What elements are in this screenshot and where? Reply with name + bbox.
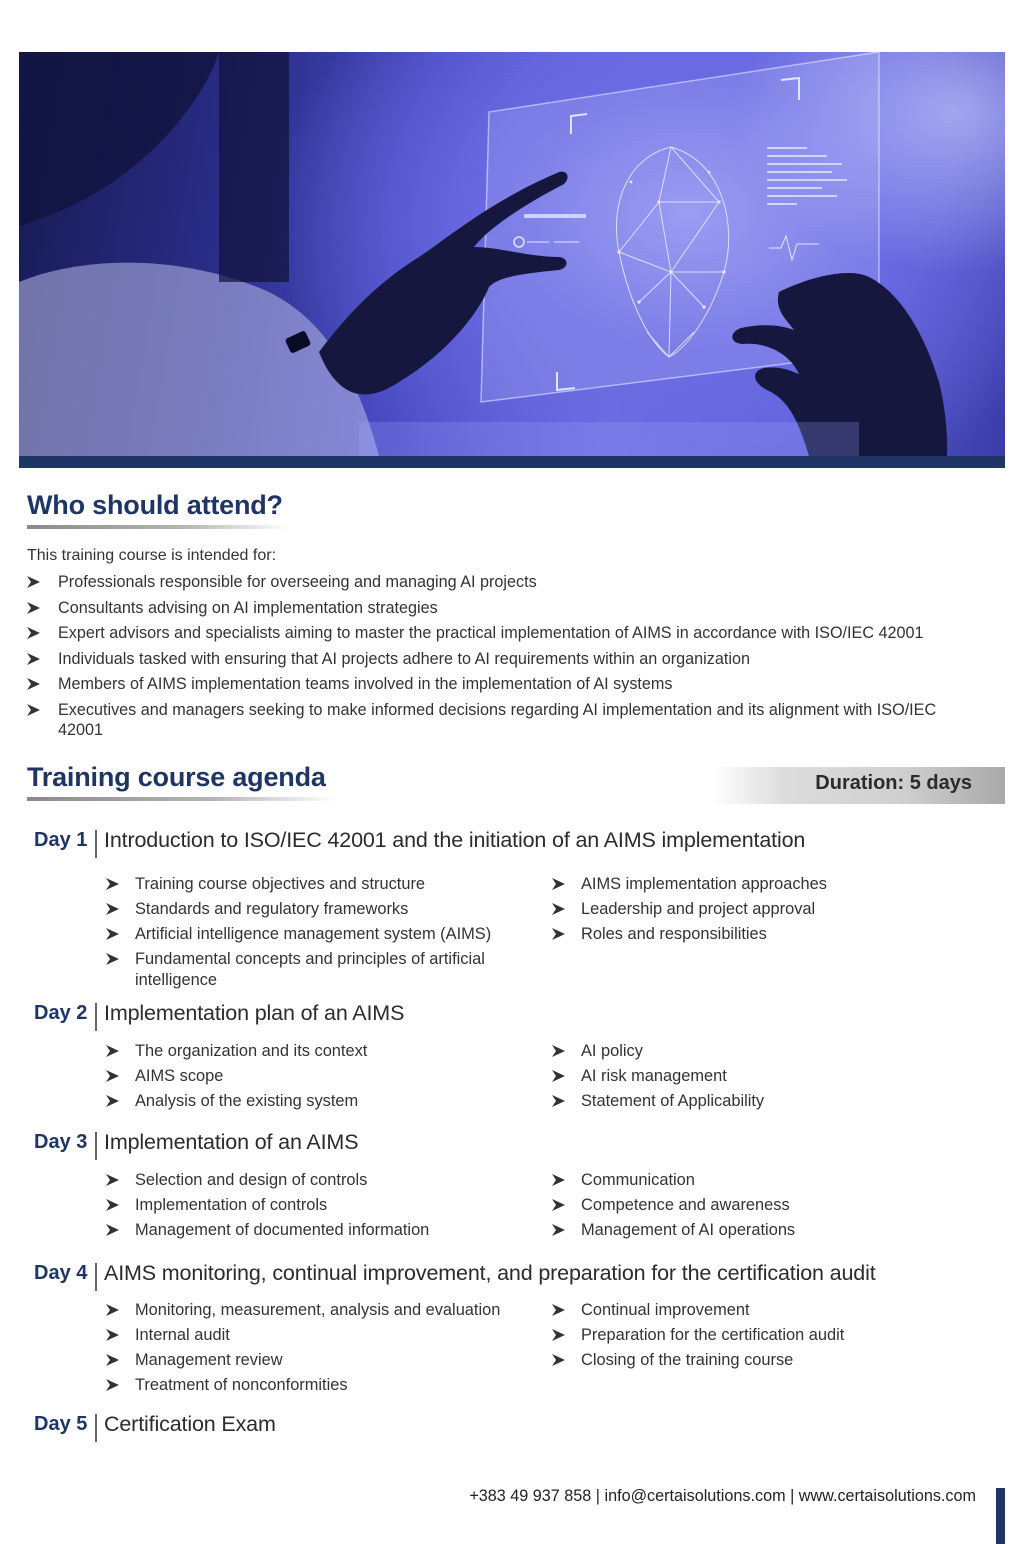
arrowhead-bullet-icon: [27, 627, 40, 639]
list-item: Management of documented information: [106, 1220, 526, 1241]
list-item: Management review: [106, 1350, 536, 1371]
list-item: Monitoring, measurement, analysis and evaluation: [106, 1300, 536, 1321]
list-item: Continual improvement: [552, 1300, 992, 1321]
day-title: AIMS monitoring, continual improvement, and preparation for the certification audit: [104, 1261, 876, 1285]
day-2-topics-left: [106, 1041, 526, 1116]
day-1-topics-left: [106, 874, 526, 995]
arrowhead-bullet-icon: [552, 928, 565, 940]
list-item: Statement of Applicability: [552, 1091, 992, 1112]
list-item: AIMS scope: [106, 1066, 526, 1087]
list-item: Training course objectives and structure: [106, 874, 526, 895]
day-3-topics-left: [106, 1170, 526, 1245]
list-item: Members of AIMS implementation teams involved in the implementation of AI systems: [27, 674, 1007, 694]
arrowhead-bullet-icon: [552, 1095, 565, 1107]
arrowhead-bullet-icon: [106, 1070, 119, 1082]
day-label: Day 3: [34, 1131, 88, 1153]
attend-intro-text: This training course is intended for:: [27, 547, 277, 564]
day-divider: [95, 1263, 97, 1291]
arrowhead-bullet-icon: [106, 1224, 119, 1236]
day-title: Implementation of an AIMS: [104, 1130, 359, 1154]
list-item: Executives and managers seeking to make informed decisions regarding AI implementation and its alignment with ISO/IEC 42001: [27, 700, 1007, 740]
arrowhead-bullet-icon: [552, 1224, 565, 1236]
list-item: Standards and regulatory frameworks: [106, 899, 526, 920]
day-title: Certification Exam: [104, 1412, 276, 1436]
attendee-list: [27, 572, 1007, 745]
duration-text: Duration: 5 days: [815, 772, 972, 794]
arrowhead-bullet-icon: [106, 1095, 119, 1107]
list-item: Competence and awareness: [552, 1195, 992, 1216]
arrowhead-bullet-icon: [106, 1329, 119, 1341]
arrowhead-bullet-icon: [552, 903, 565, 915]
arrowhead-bullet-icon: [106, 953, 119, 965]
arrowhead-bullet-icon: [106, 903, 119, 915]
day-label: Day 5: [34, 1413, 88, 1435]
arrowhead-bullet-icon: [27, 576, 40, 588]
arrowhead-bullet-icon: [552, 1354, 565, 1366]
arrowhead-bullet-icon: [552, 1045, 565, 1057]
arrowhead-bullet-icon: [552, 1304, 565, 1316]
list-item: Artificial intelligence management system (AIMS): [106, 924, 526, 945]
day-title: Introduction to ISO/IEC 42001 and the initiation of an AIMS implementation: [104, 828, 806, 852]
hero-image: [19, 52, 1005, 456]
heading-underline: [27, 797, 337, 801]
arrowhead-bullet-icon: [106, 1354, 119, 1366]
list-item: AI policy: [552, 1041, 992, 1062]
list-item: Implementation of controls: [106, 1195, 526, 1216]
list-item: Preparation for the certification audit: [552, 1325, 992, 1346]
arrowhead-bullet-icon: [106, 878, 119, 890]
arrowhead-bullet-icon: [27, 602, 40, 614]
list-item: Management of AI operations: [552, 1220, 992, 1241]
day-divider: [95, 1132, 97, 1160]
day-divider: [95, 1414, 97, 1442]
arrowhead-bullet-icon: [106, 1045, 119, 1057]
list-item: Analysis of the existing system: [106, 1091, 526, 1112]
list-item: Selection and design of controls: [106, 1170, 526, 1191]
list-item: Leadership and project approval: [552, 899, 992, 920]
footer-contact: +383 49 937 858 | info@certaisolutions.com | www.certaisolutions.com: [469, 1487, 976, 1505]
list-item: Professionals responsible for overseeing and managing AI projects: [27, 572, 1007, 592]
duration-bar: [712, 767, 1005, 804]
list-item: Internal audit: [106, 1325, 536, 1346]
arrowhead-bullet-icon: [27, 704, 40, 716]
arrowhead-bullet-icon: [552, 1329, 565, 1341]
arrowhead-bullet-icon: [552, 878, 565, 890]
list-item: Treatment of nonconformities: [106, 1375, 536, 1396]
day-divider: [95, 1003, 97, 1031]
day-4-topics-left: [106, 1300, 536, 1400]
day-4-topics-right: [552, 1300, 992, 1375]
day-label: Day 4: [34, 1262, 88, 1284]
arrowhead-bullet-icon: [27, 653, 40, 665]
arrowhead-bullet-icon: [27, 678, 40, 690]
day-divider: [95, 830, 97, 858]
list-item: AIMS implementation approaches: [552, 874, 992, 895]
day-title: Implementation plan of an AIMS: [104, 1001, 405, 1025]
agenda-heading: Training course agenda: [27, 762, 326, 792]
arrowhead-bullet-icon: [106, 1199, 119, 1211]
arrowhead-bullet-icon: [552, 1199, 565, 1211]
arrowhead-bullet-icon: [106, 1304, 119, 1316]
day-label: Day 1: [34, 829, 88, 851]
day-2-topics-right: [552, 1041, 992, 1116]
heading-underline: [27, 525, 289, 529]
list-item: Expert advisors and specialists aiming to master the practical implementation of AIMS in accordance with ISO/IEC 42001: [27, 623, 1007, 643]
list-item: Roles and responsibilities: [552, 924, 992, 945]
list-item: Communication: [552, 1170, 992, 1191]
arrowhead-bullet-icon: [106, 928, 119, 940]
list-item: Individuals tasked with ensuring that AI projects adhere to AI requirements within an organization: [27, 649, 1007, 669]
footer-accent-bar: [996, 1488, 1005, 1544]
who-should-attend-heading: Who should attend?: [27, 490, 283, 520]
arrowhead-bullet-icon: [106, 1174, 119, 1186]
day-label: Day 2: [34, 1002, 88, 1024]
arrowhead-bullet-icon: [106, 1379, 119, 1391]
day-3-topics-right: [552, 1170, 992, 1245]
list-item: The organization and its context: [106, 1041, 526, 1062]
list-item: Fundamental concepts and principles of artificial intelligence: [106, 949, 526, 990]
list-item: Closing of the training course: [552, 1350, 992, 1371]
hero-bottom-band: [19, 456, 1005, 468]
list-item: AI risk management: [552, 1066, 992, 1087]
arrowhead-bullet-icon: [552, 1070, 565, 1082]
arrowhead-bullet-icon: [552, 1174, 565, 1186]
list-item: Consultants advising on AI implementation strategies: [27, 598, 1007, 618]
day-1-topics-right: [552, 874, 992, 949]
